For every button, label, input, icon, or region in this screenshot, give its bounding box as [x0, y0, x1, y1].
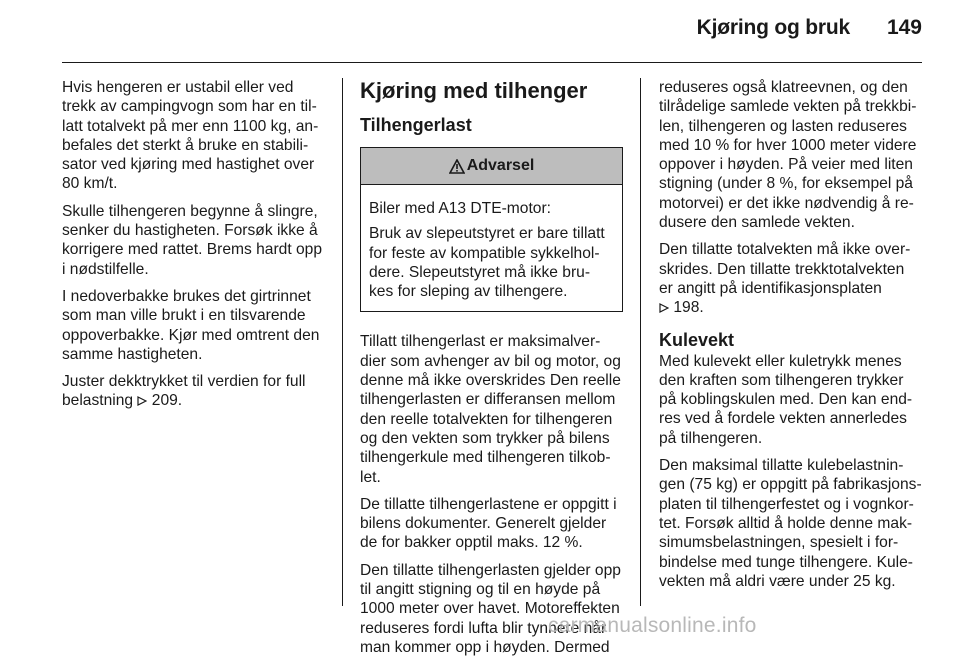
text-line: man kommer opp i høyden. Dermed [360, 638, 610, 656]
text-line: Bruk av slepeutstyret er bare tillatt [369, 225, 605, 243]
warning-box [360, 147, 623, 312]
section-heading: Kjøring med tilhenger [360, 78, 588, 103]
text-line: De tillatte tilhengerlastene er oppgitt i [360, 495, 617, 513]
paragraph [360, 561, 625, 657]
text-line: 1000 meter over havet. Motoreffekten [360, 600, 620, 618]
column-divider [640, 78, 641, 606]
paragraph [62, 287, 327, 364]
text-line: stigning (under 8 %, for eksempel på [659, 175, 913, 193]
text-line: samme hastigheten. [62, 345, 203, 363]
text-span: belastning [62, 392, 134, 410]
subsection-heading: Tilhengerlast [360, 115, 472, 135]
text-line: med 10 % for hver 1000 meter videre [659, 136, 917, 154]
text-line: den kraften som tilhengeren trykker [659, 371, 904, 389]
text-line: Den tillatte tilhengerlasten gjelder opp [360, 561, 621, 579]
text-line: 80 km/t. [62, 175, 118, 193]
text-line: korrigere med rattet. Brems hardt opp [62, 241, 323, 259]
column-2 [360, 78, 625, 665]
text-line: dier som avhenger av bil og motor, og [360, 352, 621, 370]
text-line: på tilhengeren. [659, 429, 763, 447]
paragraph [62, 78, 327, 194]
text-line: på koblingskulen med. Den kan end- [659, 391, 913, 409]
text-line: de for bakker opptil maks. 12 %. [360, 534, 583, 552]
text-line: I nedoverbakke brukes det girtrinnet [62, 287, 311, 305]
text-line: senker du hastigheten. Forsøk ikke å [62, 222, 318, 240]
text-line: sator ved kjøring med hastighet over [62, 156, 315, 174]
text-line [62, 391, 327, 410]
text-line: bilens dokumenter. Generelt gjelder [360, 515, 607, 533]
paragraph [659, 240, 924, 317]
paragraph [369, 199, 614, 218]
paragraph [62, 202, 327, 279]
page-header-title: Kjøring og bruk [696, 16, 850, 39]
text-line: vekten må aldri være under 25 kg. [659, 572, 896, 590]
text-line: oppoverbakke. Kjør med omtrent den [62, 326, 320, 344]
paragraph [360, 332, 625, 486]
text-line: dere. Slepeutstyret må ikke bru- [369, 263, 591, 281]
text-line: Med kulevekt eller kuletrykk menes [659, 352, 902, 370]
text-line: Skulle tilhengeren begynne å slingre, [62, 202, 318, 220]
warning-triangle-icon [449, 159, 465, 174]
text-line: denne må ikke overskrides Den reelle [360, 372, 621, 390]
text-line: for feste av kompatible sykkelhol- [369, 244, 600, 262]
paragraph [360, 495, 625, 553]
text-line: som man ville brukt i en tilsvarende [62, 307, 306, 325]
page-reference-link[interactable]: 198. [673, 299, 704, 317]
text-line: res ved å fordele vekten annerledes [659, 410, 907, 428]
text-line: er angitt på identifikasjonsplaten [659, 279, 882, 297]
paragraph [62, 372, 327, 411]
text-line: simumsbelastningen, spesielt i for- [659, 534, 899, 552]
page-reference-arrow-icon [659, 303, 669, 313]
column-3 [659, 78, 924, 599]
paragraph [369, 224, 614, 301]
text-line [659, 298, 924, 317]
text-line: Den tillatte totalvekten må ikke over- [659, 241, 911, 259]
column-1 [62, 78, 327, 419]
text-line: til angitt stigning og til en høyde på [360, 581, 601, 599]
watermark: carmanualsonline.info [548, 614, 757, 637]
header-divider [62, 62, 922, 63]
text-line: platen til tilhengerfestet og i vognkor- [659, 495, 914, 513]
paragraph [659, 456, 924, 591]
text-line: Biler med A13 DTE-motor: [369, 200, 551, 217]
text-line: reduseres fordi lufta blir tynnere når [360, 619, 607, 637]
text-line: gen (75 kg) er oppgitt på fabrikasjons- [659, 476, 922, 494]
page-reference-link[interactable]: 209. [151, 392, 183, 410]
text-line: len, tilhengeren og lasten reduseres [659, 117, 907, 135]
page-reference-arrow-icon [137, 396, 147, 406]
text-line: Hvis hengeren er ustabil eller ved [62, 79, 294, 96]
text-line: skrides. Den tillatte trekktotalvekten [659, 260, 905, 278]
text-line: tet. Forsøk alltid å holde denne mak- [659, 514, 913, 532]
text-line: og den vekten som trykker på bilens [360, 429, 610, 447]
column-divider [342, 78, 343, 606]
text-line: i nødstilfelle. [62, 260, 149, 278]
text-line: Tillatt tilhengerlast er maksimalver- [360, 333, 601, 351]
text-line: trekk av campingvogn som har en til- [62, 98, 317, 116]
paragraph [659, 352, 924, 448]
text-line: oppover i høyden. På veier med liten [659, 156, 913, 174]
text-line: den reelle totalvekten for tilhengeren [360, 410, 613, 428]
text-line: Den maksimal tillatte kulebelastnin- [659, 457, 904, 475]
text-line: bindelse med tunge tilhengere. Kule- [659, 553, 913, 571]
text-line: reduseres også klatreevnen, og den [659, 79, 908, 96]
text-line: tilhengerlasten er differansen mellom [360, 391, 616, 409]
warning-body [361, 185, 622, 311]
text-line: latt totalvekt på mer enn 1100 kg, an- [62, 117, 319, 135]
text-line: motorvei) er det ikke nødvendig å re- [659, 194, 914, 212]
page-number: 149 [886, 16, 922, 39]
text-line: befales det sterkt å bruke en stabili- [62, 136, 309, 154]
text-line: tilhengerkule med tilhengeren tilkob- [360, 449, 611, 467]
paragraph [659, 78, 924, 232]
text-line: dusere den samlede vekten. [659, 214, 855, 232]
text-line: Juster dekktrykket til verdien for full [62, 373, 306, 391]
text-line: tilrådelige samlede vekten på trekkbi- [659, 98, 917, 116]
warning-header [361, 148, 622, 185]
text-line: kes for sleping av tilhengere. [369, 283, 568, 301]
warning-title: Advarsel [466, 157, 535, 175]
text-line: let. [360, 468, 381, 486]
section-heading: Kulevekt [659, 329, 735, 350]
